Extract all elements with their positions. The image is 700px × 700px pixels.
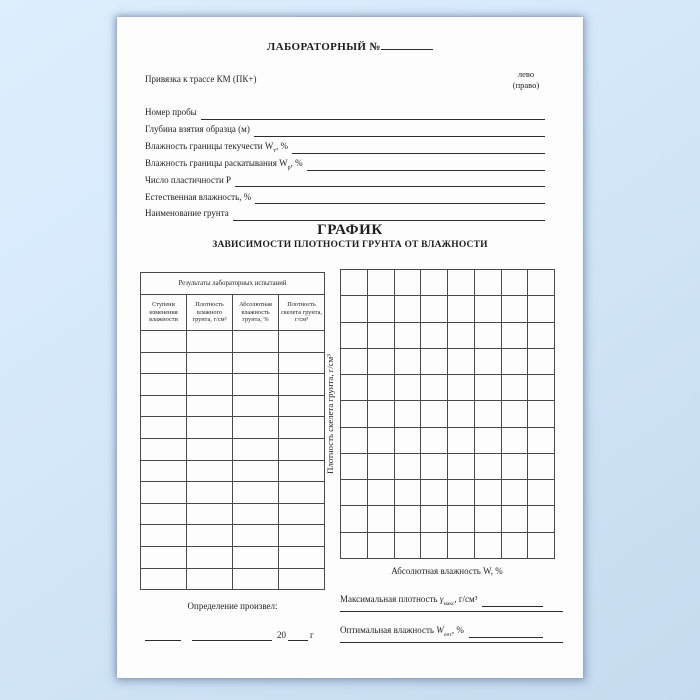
blank-line	[292, 141, 545, 154]
grid-cell	[475, 323, 502, 349]
grid-cell	[421, 480, 448, 506]
empty-cell	[279, 525, 325, 547]
lab-number-title	[117, 39, 583, 53]
grid-cell	[421, 533, 448, 559]
col-moisture-steps: Ступени изменения влажности	[141, 295, 187, 331]
table-empty-row	[141, 438, 325, 460]
grid-cell	[421, 428, 448, 454]
field-sampling-depth	[145, 120, 545, 137]
grid-cell	[395, 270, 422, 296]
field-soil-name	[145, 204, 545, 221]
empty-cell	[187, 352, 233, 374]
grid-cell	[502, 533, 529, 559]
form-sheet	[117, 17, 583, 678]
empty-cell	[233, 352, 279, 374]
grid-cell	[368, 296, 395, 322]
empty-cell	[233, 482, 279, 504]
empty-cell	[141, 460, 187, 482]
grid-cell	[528, 480, 555, 506]
grid-cell	[528, 270, 555, 296]
grid-cell	[421, 401, 448, 427]
empty-cell	[233, 525, 279, 547]
table-header-row	[141, 295, 325, 331]
grid-cell	[448, 270, 475, 296]
grid-cell	[421, 349, 448, 375]
grid-cell	[502, 270, 529, 296]
grid-cell	[528, 296, 555, 322]
empty-cell	[233, 546, 279, 568]
empty-cell	[141, 331, 187, 353]
grid-cell	[448, 401, 475, 427]
table-empty-row	[141, 460, 325, 482]
field-natural-moisture	[145, 187, 545, 204]
field-label: Влажность границы текучести $W_т$, %	[145, 140, 288, 154]
y-axis-label: Плотность скелета грунта, г/см³	[325, 353, 335, 474]
blank-line	[307, 158, 545, 171]
empty-cell	[279, 417, 325, 439]
field-plasticity-index	[145, 171, 545, 188]
empty-cell	[279, 460, 325, 482]
empty-cell	[141, 546, 187, 568]
grid-cell	[341, 270, 368, 296]
empty-cell	[187, 503, 233, 525]
grid-cell	[448, 375, 475, 401]
empty-cell	[187, 525, 233, 547]
table-empty-row	[141, 525, 325, 547]
grid-cell	[502, 480, 529, 506]
empty-cell	[233, 395, 279, 417]
year-blank	[288, 630, 308, 641]
grid-cell	[475, 375, 502, 401]
grid-cell	[395, 323, 422, 349]
grid-cell	[395, 349, 422, 375]
blank-line	[201, 107, 545, 120]
empty-cell	[279, 395, 325, 417]
table-caption: Результаты лабораторных испытаний	[141, 273, 325, 295]
grid-cell	[368, 323, 395, 349]
blank-line	[233, 208, 545, 221]
empty-cell	[187, 417, 233, 439]
route-binding-label: Привязка к трассе КМ (ПК+)	[145, 74, 257, 84]
field-label: Число пластичности Р	[145, 174, 232, 185]
grid-cell	[448, 506, 475, 532]
max-density-label: Максимальная плотность $\gamma_{макс}$, г/см³	[340, 593, 478, 607]
col-skeleton-density: Плотность скелета грунта, г/см³	[279, 295, 325, 331]
grid-cell	[528, 533, 555, 559]
empty-cell	[233, 374, 279, 396]
year-suffix: г	[310, 630, 314, 640]
grid-cell	[448, 296, 475, 322]
side-note-left: лево	[517, 69, 535, 79]
grid-cell	[341, 401, 368, 427]
grid-cell	[368, 454, 395, 480]
grid-cell	[448, 480, 475, 506]
graph-title	[117, 222, 583, 251]
empty-cell	[233, 503, 279, 525]
grid-cell	[475, 506, 502, 532]
empty-cell	[141, 352, 187, 374]
determination-caption: Определение произвел:	[187, 601, 278, 611]
empty-cell	[141, 482, 187, 504]
blank-line	[469, 626, 543, 638]
grid-cell	[421, 375, 448, 401]
graph-grid	[340, 269, 555, 559]
empty-cell	[279, 438, 325, 460]
field-plastic-limit	[145, 154, 545, 171]
grid-cell	[341, 428, 368, 454]
blank-line	[255, 191, 545, 204]
table-empty-row	[141, 374, 325, 396]
grid-cell	[475, 349, 502, 375]
table-empty-row	[141, 417, 325, 439]
field-label: Влажность границы раскатывания $W_р$, %	[145, 157, 303, 171]
col-wet-density: Плотность влажного грунта, г/см³	[187, 295, 233, 331]
year-prefix: 20	[277, 630, 286, 640]
grid-cell	[341, 349, 368, 375]
empty-cell	[141, 374, 187, 396]
graph-title-main: ГРАФИК	[317, 222, 383, 238]
grid-cell	[395, 533, 422, 559]
grid-cell	[341, 480, 368, 506]
empty-cell	[279, 374, 325, 396]
blank-line	[254, 124, 545, 137]
blank-line	[235, 174, 545, 187]
grid-cell	[475, 533, 502, 559]
grid-cell	[475, 296, 502, 322]
empty-cell	[233, 417, 279, 439]
empty-cell	[187, 460, 233, 482]
empty-cell	[233, 331, 279, 353]
grid-cell	[368, 428, 395, 454]
empty-cell	[279, 331, 325, 353]
lab-number-label: ЛАБОРАТОРНЫЙ №	[267, 41, 381, 53]
empty-cell	[279, 482, 325, 504]
table-empty-row	[141, 331, 325, 353]
empty-cell	[279, 546, 325, 568]
empty-cell	[187, 482, 233, 504]
grid-cell	[395, 506, 422, 532]
grid-cell	[341, 375, 368, 401]
field-label: Номер пробы	[145, 107, 197, 118]
grid-cell	[448, 533, 475, 559]
table-caption-row	[141, 273, 325, 295]
name-blank	[192, 630, 272, 641]
grid-cell	[368, 506, 395, 532]
empty-cell	[141, 503, 187, 525]
grid-cell	[341, 506, 368, 532]
table-empty-row	[141, 503, 325, 525]
grid-cell	[395, 428, 422, 454]
grid-cell	[502, 428, 529, 454]
grid-cell	[502, 506, 529, 532]
grid-cell	[528, 375, 555, 401]
grid-cell	[528, 428, 555, 454]
blank-line	[482, 595, 543, 607]
grid-cell	[395, 296, 422, 322]
grid-cell	[368, 480, 395, 506]
empty-cell	[233, 438, 279, 460]
grid-cell	[448, 428, 475, 454]
table-empty-row	[141, 395, 325, 417]
empty-cell	[279, 352, 325, 374]
empty-cell	[141, 395, 187, 417]
signature-row	[145, 629, 314, 641]
grid-cell	[421, 506, 448, 532]
grid-cell	[421, 296, 448, 322]
field-label: Естественная влажность, %	[145, 191, 252, 202]
graph-title-sub: ЗАВИСИМОСТИ ПЛОТНОСТИ ГРУНТА ОТ ВЛАЖНОСТИ	[212, 240, 488, 250]
grid-cell	[421, 323, 448, 349]
grid-cell	[475, 401, 502, 427]
form-fields	[145, 103, 545, 221]
opt-moisture-line	[340, 624, 563, 638]
grid-cell	[502, 401, 529, 427]
x-axis-label: Абсолютная влажность W, %	[391, 566, 503, 576]
max-density-line	[340, 593, 563, 607]
grid-cell	[448, 454, 475, 480]
table-empty-row	[141, 546, 325, 568]
grid-cell	[341, 454, 368, 480]
blank-line	[340, 611, 563, 612]
grid-cell	[528, 454, 555, 480]
grid-cell	[395, 375, 422, 401]
empty-cell	[187, 568, 233, 590]
empty-cell	[187, 395, 233, 417]
grid-cell	[368, 349, 395, 375]
empty-cell	[279, 568, 325, 590]
grid-cell	[448, 323, 475, 349]
blank-line	[340, 642, 563, 643]
grid-cell	[448, 349, 475, 375]
empty-cell	[187, 546, 233, 568]
empty-cell	[141, 438, 187, 460]
empty-cell	[233, 568, 279, 590]
grid-cell	[341, 296, 368, 322]
grid-cell	[368, 375, 395, 401]
grid-cell	[502, 323, 529, 349]
lab-results-table	[140, 272, 325, 590]
grid-cell	[502, 375, 529, 401]
lab-number-blank	[381, 39, 433, 50]
empty-cell	[233, 460, 279, 482]
grid-cell	[475, 270, 502, 296]
empty-cell	[141, 568, 187, 590]
empty-cell	[187, 438, 233, 460]
grid-cell	[368, 533, 395, 559]
grid-cell	[502, 454, 529, 480]
grid-cell	[421, 454, 448, 480]
lab-table-body	[141, 331, 325, 590]
grid-cell	[395, 480, 422, 506]
col-absolute-moisture: Абсолютная влажность грунта, %	[233, 295, 279, 331]
grid-cell	[502, 296, 529, 322]
grid-cell	[341, 323, 368, 349]
grid-cell	[475, 454, 502, 480]
empty-cell	[187, 331, 233, 353]
grid-cell	[341, 533, 368, 559]
side-note	[503, 69, 549, 91]
table-empty-row	[141, 352, 325, 374]
table-empty-row	[141, 482, 325, 504]
empty-cell	[187, 374, 233, 396]
opt-moisture-label: Оптимальная влажность $W_{опт}$, %	[340, 624, 464, 638]
field-sample-number	[145, 103, 545, 120]
grid-cell	[528, 506, 555, 532]
field-label: Глубина взятия образца (м)	[145, 123, 250, 134]
empty-cell	[279, 503, 325, 525]
field-liquid-limit	[145, 137, 545, 154]
grid-cell	[368, 401, 395, 427]
side-note-right: (право)	[512, 80, 540, 90]
results-block	[340, 593, 563, 643]
grid-cell	[528, 323, 555, 349]
empty-cell	[141, 525, 187, 547]
grid-cell	[395, 454, 422, 480]
table-empty-row	[141, 568, 325, 590]
grid-cell	[528, 401, 555, 427]
empty-cell	[141, 417, 187, 439]
grid-cell	[475, 480, 502, 506]
grid-cell	[395, 401, 422, 427]
grid-cell	[528, 349, 555, 375]
signature-blank	[145, 630, 181, 641]
grid-cell	[421, 270, 448, 296]
grid-cell	[502, 349, 529, 375]
grid-cell	[475, 428, 502, 454]
grid-cell	[368, 270, 395, 296]
field-label: Наименование грунта	[145, 208, 229, 219]
